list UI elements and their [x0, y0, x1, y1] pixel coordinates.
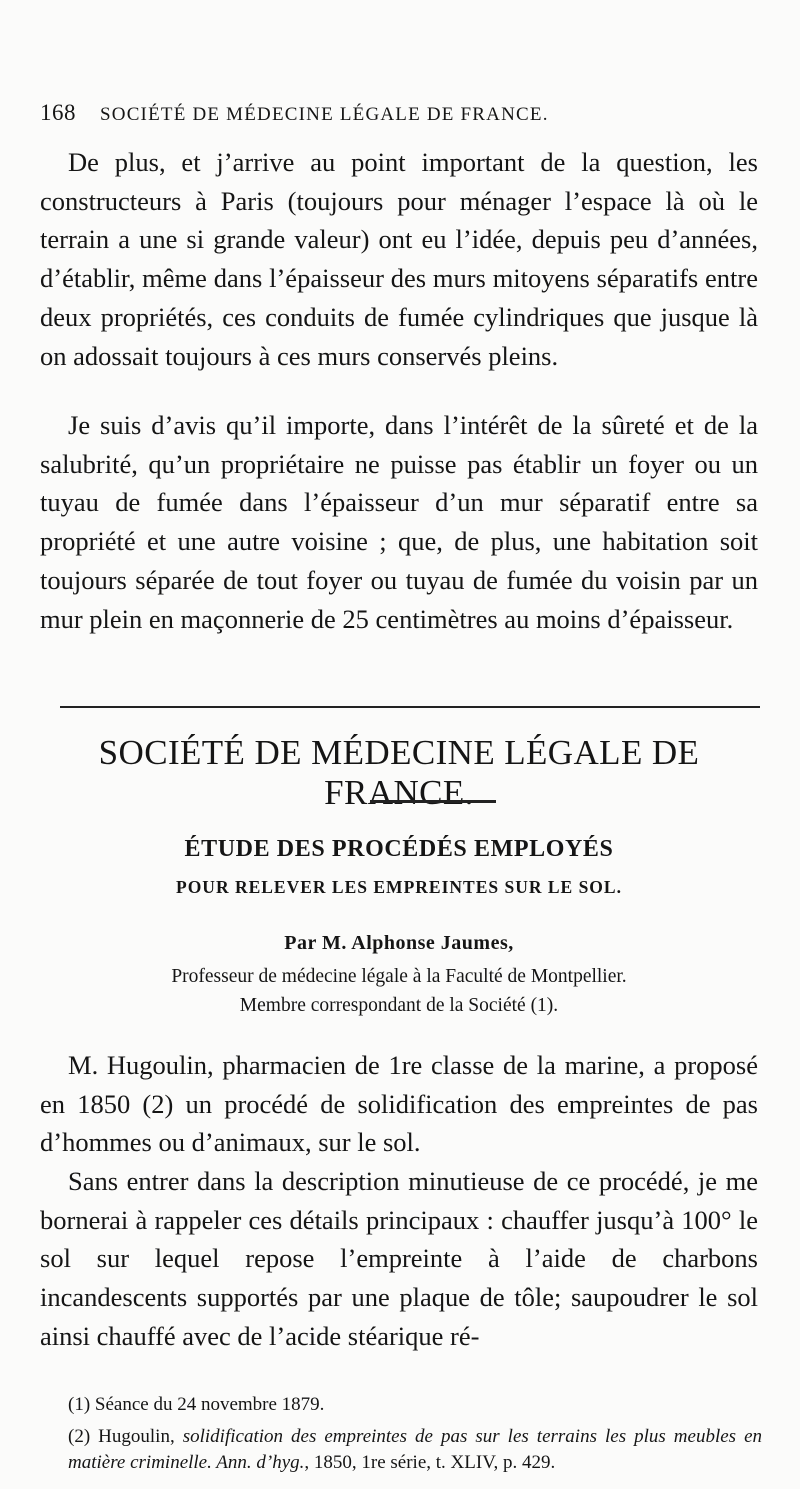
paragraph-procedure: Sans entrer dans la description minutieuse de ce procédé, je me bornerai à rappeler ces détails principaux : chauffer jusqu’à 100° le sol sur lequel repose l’empreinte à l’aide de charbons incandescents supportés par une plaque de tôle; saupoudrer le sol ainsi chauffé avec de l’acide stéarique ré- [40, 1166, 758, 1351]
page-number: 168 [40, 100, 76, 125]
footnote-2-citation: solidification des empreintes de pas sur les terrains les plus meubles en matière criminelle. Ann. d’hyg. [68, 1426, 762, 1473]
section-divider [60, 706, 760, 708]
footnote-2-suffix: , 1850, 1re série, t. XLIV, p. 429. [304, 1452, 556, 1473]
article-subtitle: POUR RELEVER LES EMPREINTES SUR LE SOL. [176, 877, 622, 897]
footnote-2-prefix: (2) Hugoulin, [68, 1426, 183, 1447]
paragraph-recommendation: Je suis d’avis qu’il importe, dans l’intérêt de la sûreté et de la salubrité, qu’un propriétaire ne puisse pas établir un foyer ou un tuyau de fumée dans l’épaisseur d’un mur séparatif entre sa propriété et une autre voisine ; que, de plus, une habitation soit toujours séparée de tout foyer ou tuyau de fumée du voisin par un mur plein en maçonnerie de 25 centimètres au moins d’épaisseur. [40, 410, 758, 634]
author-membership: Membre correspondant de la Société (1). [239, 995, 559, 1016]
running-header [40, 100, 760, 126]
title-divider [370, 800, 496, 803]
society-title: SOCIÉTÉ DE MÉDECINE LÉGALE DE FRANCE. [98, 733, 700, 812]
paragraph-hugoulin: M. Hugoulin, pharmacien de 1re classe de la marine, a proposé en 1850 (2) un procédé de solidification des empreintes de pas d’hommes ou d’animaux, sur le sol. [40, 1050, 758, 1158]
author-byline: Par M. Alphonse Jaumes, [284, 932, 514, 954]
article-title: ÉTUDE DES PROCÉDÉS EMPLOYÉS [184, 836, 614, 862]
paragraph-chimney-conduits: De plus, et j’arrive au point important de la question, les constructeurs à Paris (toujours pour ménager l’espace là où le terrain a une si grande valeur) ont eu l’idée, depuis peu d’années, d’établir, même dans l’épaisseur des murs mitoyens séparatifs entre deux propriétés, ces conduits de fumée cylindriques que jusque là on adossait toujours à ces murs conservés pleins. [40, 147, 758, 371]
running-title: SOCIÉTÉ DE MÉDECINE LÉGALE DE FRANCE. [100, 104, 549, 125]
author-affiliation: Professeur de médecine légale à la Faculté de Montpellier. [171, 966, 627, 987]
footnote-1: (1) Séance du 24 novembre 1879. [68, 1394, 325, 1415]
footnote-2 [68, 1424, 762, 1476]
